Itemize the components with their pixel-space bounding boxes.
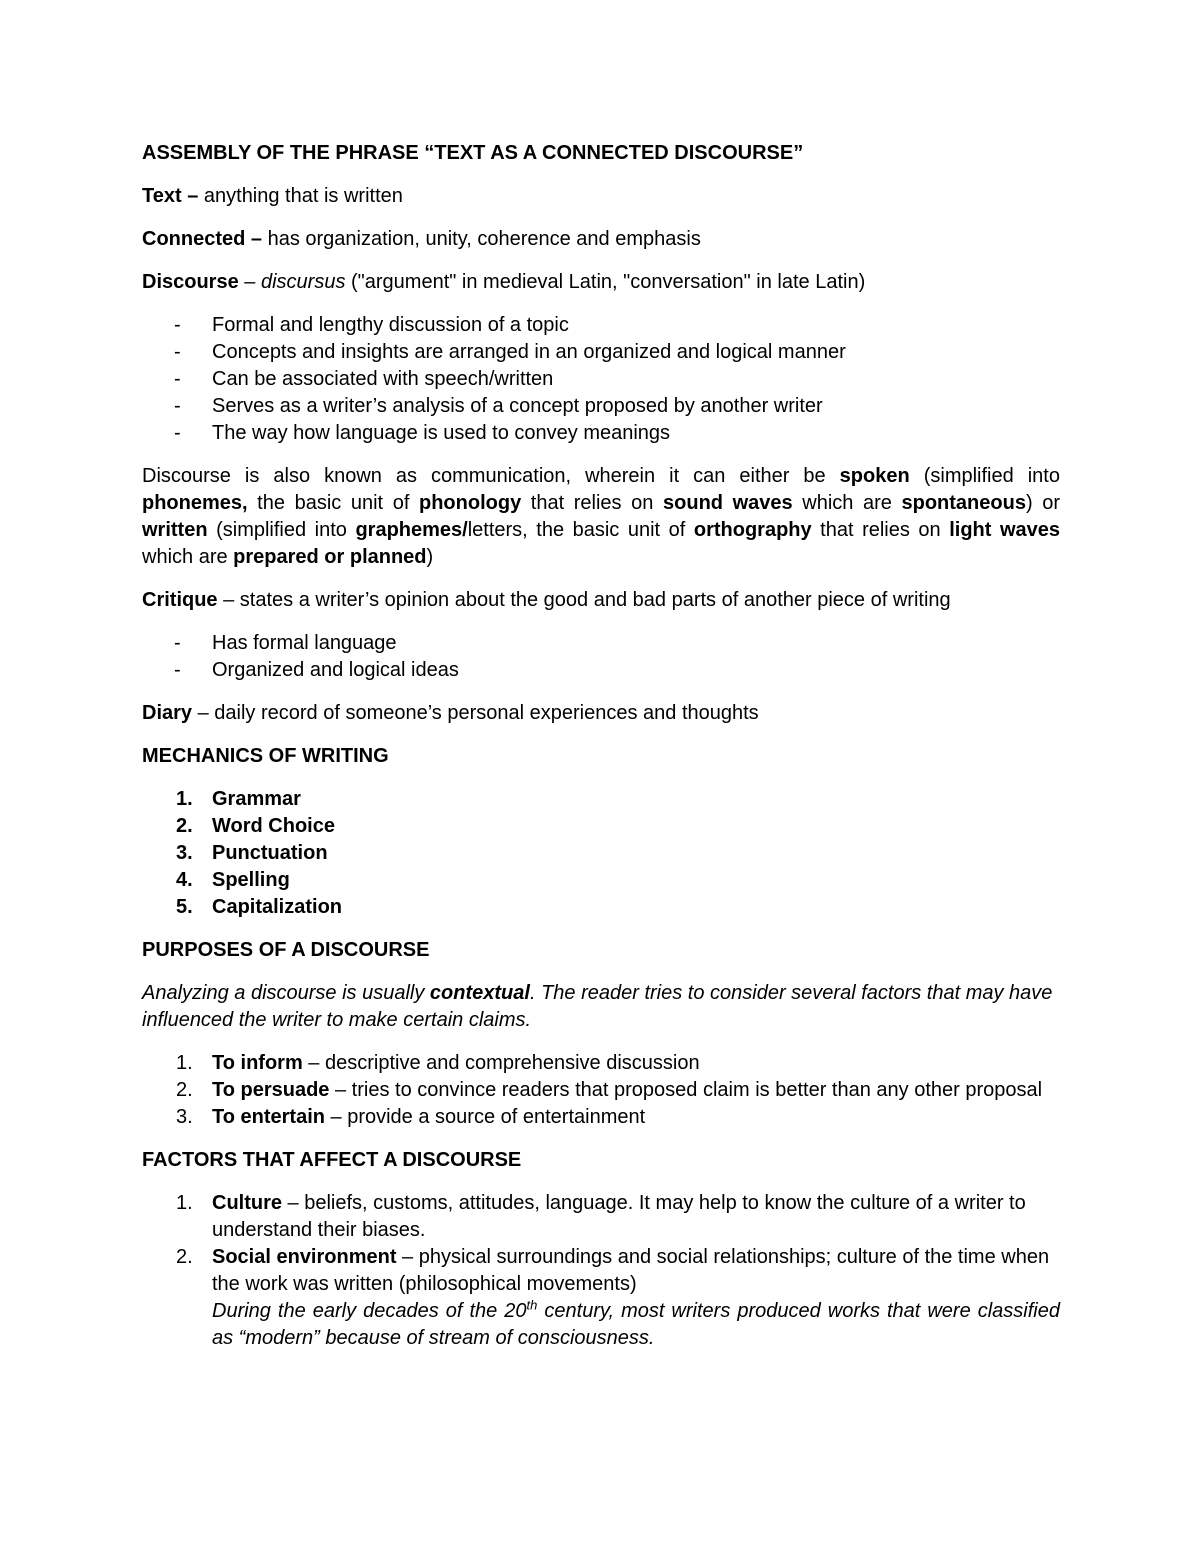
bold-run: spoken [839,465,910,487]
text-run: that relies on [521,492,664,514]
list-item [142,1050,1060,1077]
term-critique: Critique [142,589,218,611]
list-item [142,894,1060,921]
purposes-list [142,1050,1060,1131]
list-item [142,1104,1060,1131]
heading-factors: FACTORS THAT AFFECT A DISCOURSE [142,1149,522,1171]
heading-assembly: ASSEMBLY OF THE PHRASE “TEXT AS A CONNECTED DISCOURSE” [142,142,804,164]
latin-word: discursus [260,271,346,293]
bold-run: sound waves [663,492,793,514]
dash-bullet: - [174,422,181,444]
dash-bullet: - [174,659,181,681]
bold-run: phonology [419,492,522,514]
list-item [142,840,1060,867]
bold-run: written [142,519,208,541]
list-item [142,420,1060,447]
heading-mechanics: MECHANICS OF WRITING [142,745,389,767]
list-item-text: – descriptive and comprehensive discussion [302,1052,700,1074]
list-item [142,657,1060,684]
list-number: 5. [176,896,193,918]
mechanics-list [142,786,1060,921]
definition-text [142,183,1060,210]
term-diary: Diary [142,702,193,724]
definition-discourse [142,269,1060,296]
list-item-text: Punctuation [212,842,328,864]
list-item-text: – physical surroundings and social relationships; culture of the time when the work was written (philosophical movements) [212,1246,1050,1295]
text-run: (simplified into [207,519,356,541]
critique-points-list [142,630,1060,684]
list-term: Culture [212,1192,282,1214]
text-run: During the early decades of the 20 [212,1300,527,1322]
bold-run: graphemes/ [355,519,468,541]
list-number: 2. [176,815,193,837]
definition-connected [142,226,1060,253]
list-item-text: Serves as a writer’s analysis of a concept proposed by another writer [212,395,823,417]
list-item [142,1244,1060,1352]
list-item-text: – tries to convince readers that proposed claim is better than any other proposal [329,1079,1043,1101]
discourse-paragraph [142,463,1060,571]
dash-bullet: - [174,314,181,336]
list-term: To persuade [212,1079,330,1101]
list-item-text: Capitalization [212,896,343,918]
text-run: ) or [1025,492,1060,514]
bold-run: orthography [693,519,812,541]
text-run: letters, the basic unit of [467,519,694,541]
purposes-intro [142,980,1060,1034]
text-run: the basic unit of [247,492,419,514]
definition-connected-desc: has organization, unity, coherence and emphasis [262,228,701,250]
list-item [142,1077,1060,1104]
text-run: (simplified into [909,465,1060,487]
factor-example [212,1298,1060,1352]
list-term: To entertain [212,1106,325,1128]
term-text: Text – [142,185,199,207]
term-connected: Connected – [142,228,263,250]
list-term: Social environment [212,1246,397,1268]
dash-bullet: - [174,341,181,363]
definition-diary-desc: – daily record of someone’s personal experiences and thoughts [192,702,759,724]
text-run: which are [142,546,234,568]
list-item [142,786,1060,813]
bold-run: spontaneous [901,492,1026,514]
bold-run: prepared or planned [233,546,427,568]
bold-run: contextual [429,982,530,1004]
bold-run: phonemes, [142,492,248,514]
list-term: To inform [212,1052,303,1074]
list-item [142,867,1060,894]
list-item-text: – provide a source of entertainment [324,1106,646,1128]
list-number: 4. [176,869,193,891]
definition-discourse-desc: ("argument" in medieval Latin, "conversation" in late Latin) [345,271,866,293]
list-item [142,339,1060,366]
list-number: 3. [176,842,193,864]
heading-purposes: PURPOSES OF A DISCOURSE [142,939,430,961]
dash-bullet: - [174,395,181,417]
list-number: 2. [176,1246,193,1268]
dash-separator: – [238,271,261,293]
dash-bullet: - [174,632,181,654]
list-item-text: Has formal language [212,632,397,654]
list-item [142,813,1060,840]
definition-critique [142,587,1060,614]
list-item-text: Organized and logical ideas [212,659,459,681]
list-item-text: Formal and lengthy discussion of a topic [212,314,569,336]
text-run: century, most writers produced works that were classified as “modern” because of stream of consciousness. [212,1300,1060,1349]
discourse-points-list [142,312,1060,447]
text-run: that relies on [811,519,950,541]
list-item-text: Spelling [212,869,290,891]
definition-critique-desc: – states a writer’s opinion about the good and bad parts of another piece of writing [217,589,951,611]
list-item-text: Can be associated with speech/written [212,368,554,390]
list-item-text: Grammar [212,788,301,810]
definition-text-desc: anything that is written [198,185,403,207]
list-number: 1. [176,788,193,810]
list-item-text: – beliefs, customs, attitudes, language. It may help to know the culture of a writer to understand their biases. [212,1192,1026,1241]
list-number: 1. [176,1052,193,1074]
definition-diary [142,700,1060,727]
text-run: . The reader tries to consider several factors that may have influenced the writer to make certain claims. [142,982,1053,1031]
list-item [142,630,1060,657]
dash-bullet: - [174,368,181,390]
list-number: 3. [176,1106,193,1128]
text-run: which are [792,492,902,514]
list-item-text: Word Choice [212,815,335,837]
list-item [142,1190,1060,1244]
bold-run: light waves [949,519,1060,541]
text-run: Analyzing a discourse is usually [142,982,430,1004]
factors-list [142,1190,1060,1352]
list-item [142,366,1060,393]
list-item-text: The way how language is used to convey meanings [212,422,671,444]
document-page [142,140,1060,1368]
list-item-text: Concepts and insights are arranged in an organized and logical manner [212,341,846,363]
text-run: Discourse is also known as communication, wherein it can either be [142,465,840,487]
superscript: th [526,1297,538,1313]
list-item [142,312,1060,339]
text-run: ) [426,546,434,568]
list-item [142,393,1060,420]
list-number: 1. [176,1192,193,1214]
term-discourse: Discourse [142,271,239,293]
list-number: 2. [176,1079,193,1101]
